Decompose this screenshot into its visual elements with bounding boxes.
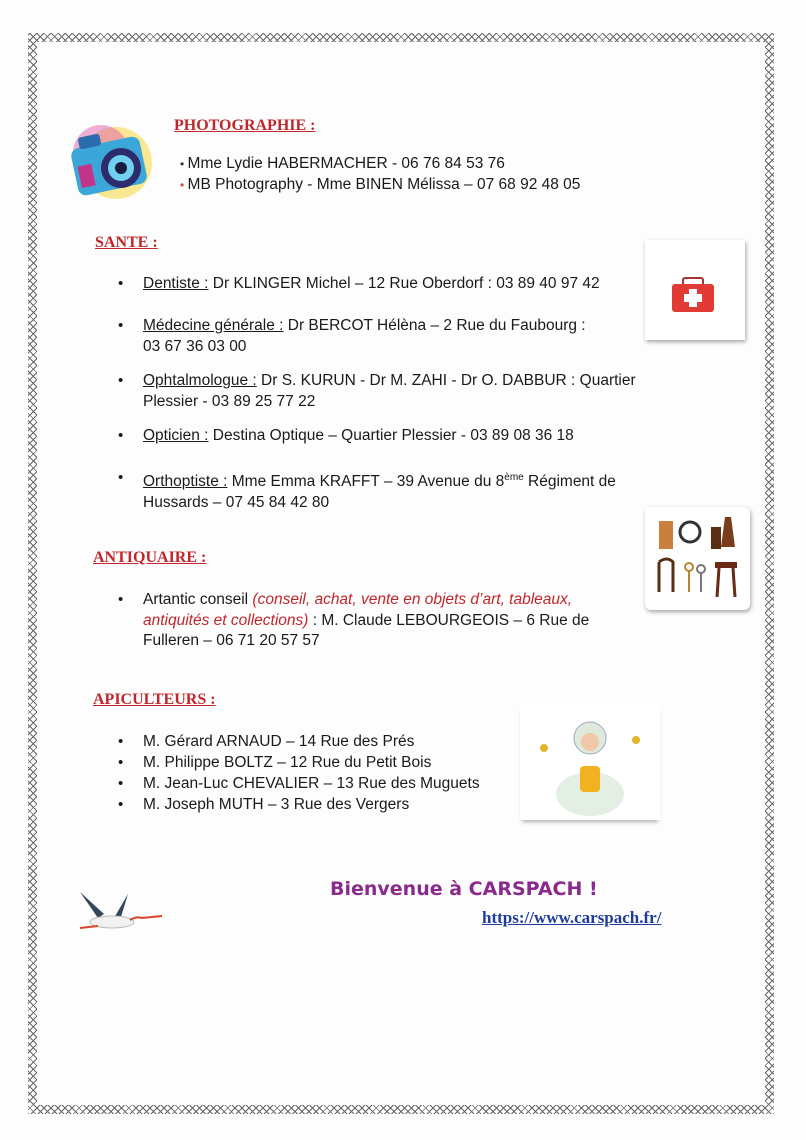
- item-text: : M. Claude LEBOURGEOIS – 6 Rue de: [308, 611, 590, 629]
- antiques-image: [645, 507, 750, 610]
- item-label: Médecine générale :: [143, 317, 284, 334]
- list-item: M. Philippe BOLTZ – 12 Rue du Petit Bois: [143, 754, 432, 771]
- item-label: Dentiste :: [143, 275, 209, 292]
- bullet: •: [118, 591, 124, 608]
- list-item: • Mme Lydie HABERMACHER - 06 76 84 53 76: [180, 155, 505, 172]
- list-item: [143, 371, 636, 412]
- camera-icon: [66, 118, 160, 202]
- list-item: M. Jean-Luc CHEVALIER – 13 Rue des Muguets: [143, 775, 480, 792]
- item-label: Orthoptiste :: [143, 473, 228, 491]
- bullet: •: [118, 372, 124, 389]
- item-label: Opticien :: [143, 427, 209, 444]
- bullet: •: [118, 275, 124, 292]
- item-text: Régiment de: [523, 473, 616, 491]
- list-item: M. Joseph MUTH – 3 Rue des Vergers: [143, 796, 410, 813]
- item-text: Dr S. KURUN - Dr M. ZAHI - Dr O. DABBUR : Quartier: [256, 372, 636, 389]
- list-item: [143, 274, 600, 295]
- item-label: Ophtalmologue :: [143, 372, 257, 389]
- photographer-entry: Mme Lydie HABERMACHER - 06 76 84 53 76: [187, 155, 505, 172]
- photographer-entry: MB Photography - Mme BINEN Mélissa – 07 68 92 48 05: [187, 176, 581, 193]
- list-item: [143, 468, 616, 513]
- beekeeper-image: [520, 704, 660, 820]
- item-text: Hussards – 07 45 84 42 80: [143, 493, 330, 511]
- bullet: •: [118, 775, 124, 792]
- section-title-photographie: PHOTOGRAPHIE :: [174, 117, 316, 134]
- item-text: Fulleren – 06 71 20 57 57: [143, 632, 320, 649]
- list-item: • MB Photography - Mme BINEN Mélissa – 07 68 92 48 05: [180, 176, 581, 193]
- list-item: M. Gérard ARNAUD – 14 Rue des Prés: [143, 733, 415, 750]
- business-description: (conseil, achat, vente en objets d’art, tableaux,: [252, 591, 573, 608]
- section-title-antiquaire: ANTIQUAIRE :: [93, 549, 207, 566]
- section-title-apiculteurs: APICULTEURS :: [93, 691, 216, 708]
- bullet: •: [118, 754, 124, 771]
- business-name: Artantic conseil: [143, 591, 253, 608]
- business-description: antiquités et collections): [143, 611, 309, 629]
- website-link[interactable]: https://www.carspach.fr/: [482, 908, 662, 927]
- list-item: [143, 316, 586, 357]
- bullet: •: [118, 733, 124, 750]
- bullet: •: [118, 469, 124, 486]
- item-text: Dr BERCOT Hélèna – 2 Rue du Faubourg :: [283, 317, 586, 334]
- item-text: Mme Emma KRAFFT – 39 Avenue du 8: [227, 473, 505, 491]
- welcome-text: Bienvenue à CARSPACH !: [330, 878, 598, 900]
- superscript: ème: [504, 472, 524, 483]
- list-item: [143, 426, 574, 447]
- item-text: 03 67 36 03 00: [143, 337, 247, 355]
- bullet: •: [118, 317, 124, 334]
- list-item: [143, 590, 613, 652]
- bullet: •: [118, 427, 124, 444]
- item-text: Destina Optique – Quartier Plessier - 03 89 08 36 18: [208, 427, 574, 444]
- bullet: •: [118, 796, 124, 813]
- item-text: Dr KLINGER Michel – 12 Rue Oberdorf : 03 89 40 97 42: [208, 275, 600, 292]
- first-aid-kit-image: [645, 240, 745, 340]
- section-title-sante: SANTE :: [95, 234, 158, 251]
- item-text: Plessier - 03 89 25 77 22: [143, 392, 316, 410]
- stork-icon: [76, 888, 168, 939]
